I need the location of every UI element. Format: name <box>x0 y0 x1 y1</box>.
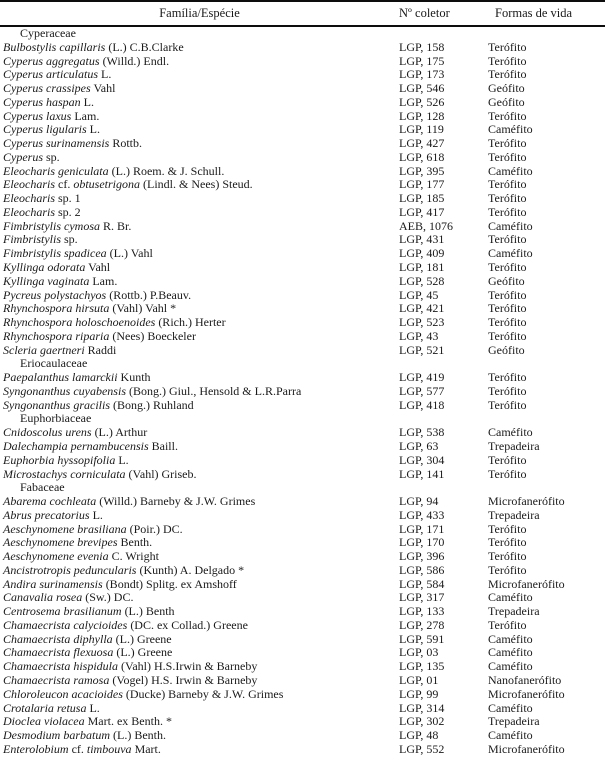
life-form: Trepadeira <box>488 604 540 619</box>
collector-number: LGP, 128 <box>399 108 445 123</box>
life-form: Caméfito <box>488 246 533 261</box>
life-form: Microfanerófito <box>488 576 565 591</box>
collector-number: LGP, 591 <box>399 631 445 646</box>
life-form: Terófito <box>488 370 527 385</box>
species-name: Dioclea violacea Mart. ex Benth. * <box>3 714 172 729</box>
species-name: Kyllinga odorata Vahl <box>3 260 111 275</box>
species-name: Chamaecrista hispidula (Vahl) H.S.Irwin & Barneby <box>3 659 258 674</box>
species-row <box>0 591 605 605</box>
family-name: Fabaceae <box>20 480 65 495</box>
species-row <box>0 646 605 660</box>
collector-number <box>399 412 488 426</box>
header-n-coletor: Nº coletor <box>399 6 450 20</box>
species-row <box>0 137 605 151</box>
species-name: Pycreus polystachyos (Rottb.) P.Beauv. <box>3 287 192 302</box>
species-name: Desmodium barbatum (L.) Benth. <box>3 728 166 743</box>
species-name: Cyperus articulatus L. <box>3 67 112 82</box>
collector-number: LGP, 538 <box>399 425 445 440</box>
collector-number <box>399 357 488 371</box>
species-row <box>0 702 605 716</box>
collector-number: LGP, 317 <box>399 590 445 605</box>
species-row <box>0 715 605 729</box>
species-name: Aeschynomene brevipes Benth. <box>3 535 153 550</box>
life-form: Geófito <box>488 94 525 109</box>
species-name: Syngonanthus cuyabensis (Bong.) Giul., Hensold & L.R.Parra <box>3 383 302 398</box>
species-row <box>0 316 605 330</box>
species-row <box>0 151 605 165</box>
species-row <box>0 633 605 647</box>
species-row <box>0 110 605 124</box>
species-row <box>0 206 605 220</box>
species-name: Rhynchospora holoschoenoides (Rich.) Herter <box>3 315 226 330</box>
species-row <box>0 261 605 275</box>
species-row <box>0 178 605 192</box>
family-row <box>0 27 605 41</box>
species-row <box>0 729 605 743</box>
collector-number: LGP, 427 <box>399 136 445 151</box>
collector-number: LGP, 419 <box>399 370 445 385</box>
collector-number: LGP, 94 <box>399 494 439 509</box>
species-table-body <box>0 27 605 757</box>
life-form: Terófito <box>488 39 527 54</box>
species-name: Chamaecrista calycioides (DC. ex Collad.) Greene <box>3 617 248 632</box>
life-form: Caméfito <box>488 425 533 440</box>
collector-number: LGP, 119 <box>399 122 444 137</box>
species-name: Eleocharis geniculata (L.) Roem. & J. Schull. <box>3 163 225 178</box>
life-form: Terófito <box>488 108 527 123</box>
species-name: Centrosema brasilianum (L.) Benth <box>3 604 175 619</box>
collector-number: LGP, 63 <box>399 438 439 453</box>
species-row <box>0 302 605 316</box>
species-row <box>0 55 605 69</box>
species-name: Crotalaria retusa L. <box>3 700 100 715</box>
species-row <box>0 509 605 523</box>
collector-number: LGP, 546 <box>399 81 445 96</box>
species-name: Cyperus sp. <box>3 149 60 164</box>
species-name: Eleocharis cf. obtusetrigona (Lindl. & Nees) Steud. <box>3 177 253 192</box>
collector-number: LGP, 523 <box>399 315 445 330</box>
collector-number: LGP, 433 <box>399 507 445 522</box>
collector-number: LGP, 417 <box>399 204 445 219</box>
collector-number: LGP, 171 <box>399 521 445 536</box>
collector-number: LGP, 304 <box>399 452 445 467</box>
collector-number: AEB, 1076 <box>399 218 453 233</box>
life-form: Trepadeira <box>488 438 540 453</box>
collector-number: LGP, 521 <box>399 342 445 357</box>
life-form: Caméfito <box>488 659 533 674</box>
species-name: Cnidoscolus urens (L.) Arthur <box>3 425 148 440</box>
species-row <box>0 192 605 206</box>
collector-number <box>399 27 488 41</box>
species-row <box>0 426 605 440</box>
life-form: Geófito <box>488 273 525 288</box>
life-form: Terófito <box>488 260 527 275</box>
species-row <box>0 674 605 688</box>
collector-number: LGP, 175 <box>399 53 445 68</box>
life-form: Terófito <box>488 466 527 481</box>
life-form: Terófito <box>488 301 527 316</box>
species-row <box>0 330 605 344</box>
family-name: Eriocaulaceae <box>20 356 88 371</box>
life-form: Terófito <box>488 383 527 398</box>
collector-number: LGP, 526 <box>399 94 445 109</box>
collector-number: LGP, 586 <box>399 562 445 577</box>
life-form: Terófito <box>488 232 527 247</box>
species-name: Ancistrotropis peduncularis (Kunth) A. Delgado * <box>3 562 245 577</box>
species-name: Rhynchospora hirsuta (Vahl) Vahl * <box>3 301 177 316</box>
collector-number: LGP, 314 <box>399 700 445 715</box>
header-formas-de-vida: Formas de vida <box>495 6 573 20</box>
species-name: Abrus precatorius L. <box>3 507 103 522</box>
collector-number: LGP, 418 <box>399 397 445 412</box>
life-form: Nanofanerófito <box>488 672 562 687</box>
life-form: Terófito <box>488 315 527 330</box>
collector-number: LGP, 177 <box>399 177 445 192</box>
species-name: Aeschynomene brasiliana (Poir.) DC. <box>3 521 183 536</box>
species-name: Euphorbia hyssopifolia L. <box>3 452 129 467</box>
collector-number: LGP, 552 <box>399 741 445 756</box>
collector-number: LGP, 396 <box>399 549 445 564</box>
life-form: Caméfito <box>488 218 533 233</box>
life-form <box>488 357 605 371</box>
species-name: Enterolobium cf. timbouva Mart. <box>3 741 161 756</box>
family-row <box>0 412 605 426</box>
species-row <box>0 454 605 468</box>
family-row <box>0 481 605 495</box>
species-row <box>0 165 605 179</box>
collector-number: LGP, 584 <box>399 576 445 591</box>
collector-number: LGP, 43 <box>399 328 439 343</box>
species-row <box>0 440 605 454</box>
life-form: Terófito <box>488 452 527 467</box>
species-name: Cyperus ligularis L. <box>3 122 101 137</box>
species-row <box>0 41 605 55</box>
life-form: Caméfito <box>488 728 533 743</box>
species-row <box>0 385 605 399</box>
species-name: Chamaecrista flexuosa (L.) Greene <box>3 645 173 660</box>
species-name: Fimbristylis spadicea (L.) Vahl <box>3 246 153 261</box>
collector-number: LGP, 135 <box>399 659 445 674</box>
species-row <box>0 96 605 110</box>
species-row <box>0 247 605 261</box>
species-row <box>0 220 605 234</box>
collector-number: LGP, 141 <box>399 466 445 481</box>
species-name: Chloroleucon acacioides (Ducke) Barneby & J.W. Grimes <box>3 686 284 701</box>
collector-number: LGP, 618 <box>399 149 445 164</box>
collector-number: LGP, 431 <box>399 232 445 247</box>
collector-number: LGP, 302 <box>399 714 445 729</box>
species-row <box>0 68 605 82</box>
species-name: Cyperus haspan L. <box>3 94 95 109</box>
species-name: Kyllinga vaginata Lam. <box>3 273 118 288</box>
species-name: Abarema cochleata (Willd.) Barneby & J.W. Grimes <box>3 494 256 509</box>
life-form: Terófito <box>488 177 527 192</box>
species-row <box>0 468 605 482</box>
life-form: Caméfito <box>488 700 533 715</box>
species-name: Aeschynomene evenia C. Wright <box>3 549 159 564</box>
species-name: Andira surinamensis (Bondt) Splitg. ex Amshoff <box>3 576 237 591</box>
life-form: Terófito <box>488 397 527 412</box>
life-form: Microfanerófito <box>488 741 565 756</box>
species-name: Fimbristylis sp. <box>3 232 78 247</box>
species-name: Scleria gaertneri Raddi <box>3 342 117 357</box>
species-name: Fimbristylis cymosa R. Br. <box>3 218 132 233</box>
life-form: Microfanerófito <box>488 494 565 509</box>
species-row <box>0 233 605 247</box>
life-form: Terófito <box>488 287 527 302</box>
collector-number: LGP, 577 <box>399 383 445 398</box>
species-row <box>0 660 605 674</box>
species-row <box>0 743 605 757</box>
species-row <box>0 523 605 537</box>
life-form <box>488 412 605 426</box>
collector-number: LGP, 409 <box>399 246 445 261</box>
life-form: Caméfito <box>488 122 533 137</box>
collector-number: LGP, 278 <box>399 617 445 632</box>
species-row <box>0 495 605 509</box>
species-row <box>0 688 605 702</box>
species-name: Rhynchospora riparia (Nees) Boeckeler <box>3 328 196 343</box>
collector-number: LGP, 03 <box>399 645 439 660</box>
species-name: Chamaecrista diphylla (L.) Greene <box>3 631 172 646</box>
life-form: Terófito <box>488 535 527 550</box>
species-row <box>0 578 605 592</box>
species-name: Cyperus laxus Lam. <box>3 108 100 123</box>
collector-number <box>399 481 488 495</box>
species-row <box>0 289 605 303</box>
species-row <box>0 275 605 289</box>
life-form: Terófito <box>488 67 527 82</box>
species-row <box>0 371 605 385</box>
life-form: Geófito <box>488 81 525 96</box>
header-familia-especie: Família/Espécie <box>159 6 240 20</box>
life-form: Terófito <box>488 149 527 164</box>
life-form: Terófito <box>488 53 527 68</box>
collector-number: LGP, 185 <box>399 191 445 206</box>
species-row <box>0 344 605 358</box>
species-row <box>0 605 605 619</box>
species-name: Cyperus surinamensis Rottb. <box>3 136 143 151</box>
collector-number: LGP, 45 <box>399 287 439 302</box>
life-form: Trepadeira <box>488 507 540 522</box>
life-form: Caméfito <box>488 590 533 605</box>
collector-number: LGP, 173 <box>399 67 445 82</box>
species-row <box>0 550 605 564</box>
life-form: Caméfito <box>488 631 533 646</box>
life-form: Terófito <box>488 562 527 577</box>
life-form <box>488 481 605 495</box>
life-form: Terófito <box>488 617 527 632</box>
collector-number: LGP, 421 <box>399 301 445 316</box>
life-form: Caméfito <box>488 645 533 660</box>
life-form: Terófito <box>488 204 527 219</box>
species-name: Syngonanthus gracilis (Bong.) Ruhland <box>3 397 194 412</box>
collector-number: LGP, 528 <box>399 273 445 288</box>
life-form: Geófito <box>488 342 525 357</box>
species-row <box>0 123 605 137</box>
collector-number: LGP, 133 <box>399 604 445 619</box>
species-name: Chamaecrista ramosa (Vogel) H.S. Irwin & Barneby <box>3 672 258 687</box>
life-form: Trepadeira <box>488 714 540 729</box>
collector-number: LGP, 181 <box>399 260 445 275</box>
collector-number: LGP, 395 <box>399 163 445 178</box>
species-row <box>0 619 605 633</box>
family-row <box>0 357 605 371</box>
species-name: Microstachys corniculata (Vahl) Griseb. <box>3 466 197 481</box>
table-header <box>0 2 605 27</box>
family-name: Cyperaceae <box>20 26 76 40</box>
species-row <box>0 564 605 578</box>
species-row <box>0 82 605 96</box>
life-form: Terófito <box>488 136 527 151</box>
collector-number: LGP, 01 <box>399 672 439 687</box>
species-name: Eleocharis sp. 2 <box>3 204 81 219</box>
collector-number: LGP, 48 <box>399 728 439 743</box>
life-form <box>488 27 605 41</box>
life-form: Terófito <box>488 328 527 343</box>
species-name: Dalechampia pernambucensis Baill. <box>3 438 178 453</box>
collector-number: LGP, 99 <box>399 686 439 701</box>
species-name: Bulbostylis capillaris (L.) C.B.Clarke <box>3 39 184 54</box>
life-form: Microfanerófito <box>488 686 565 701</box>
species-name: Cyperus aggregatus (Willd.) Endl. <box>3 53 170 68</box>
life-form: Terófito <box>488 191 527 206</box>
species-name: Cyperus crassipes Vahl <box>3 81 116 96</box>
species-name: Eleocharis sp. 1 <box>3 191 81 206</box>
species-name: Paepalanthus lamarckii Kunth <box>3 370 151 385</box>
life-form: Caméfito <box>488 163 533 178</box>
species-row <box>0 536 605 550</box>
collector-number: LGP, 170 <box>399 535 445 550</box>
life-form: Terófito <box>488 549 527 564</box>
family-name: Euphorbiaceae <box>20 411 92 426</box>
life-form: Terófito <box>488 521 527 536</box>
species-name: Canavalia rosea (Sw.) DC. <box>3 590 134 605</box>
species-row <box>0 399 605 413</box>
collector-number: LGP, 158 <box>399 39 445 54</box>
